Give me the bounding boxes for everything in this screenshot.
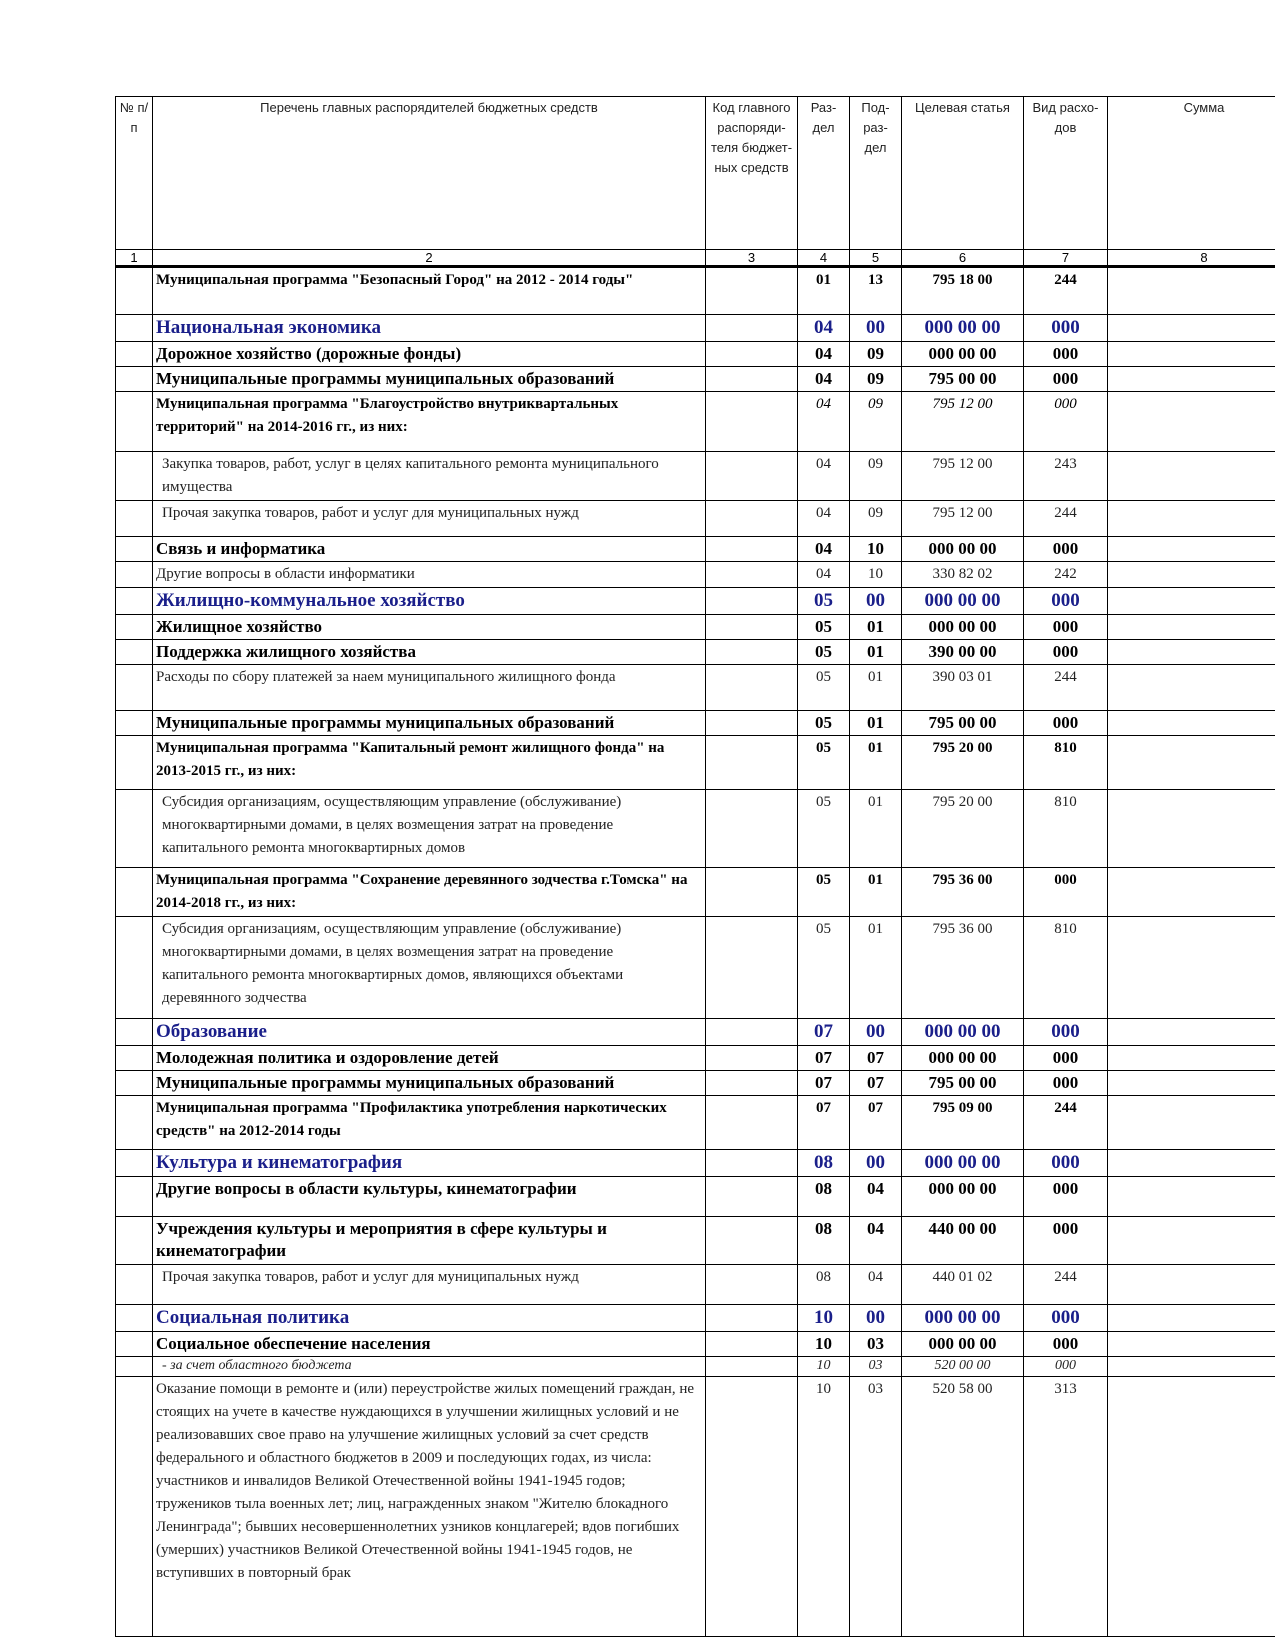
table-row	[116, 736, 1275, 790]
row-section-cell: 05	[798, 790, 850, 868]
row-target-cell: 440 00 00	[902, 1217, 1024, 1265]
row-sum-cell	[1108, 917, 1275, 1019]
row-target-cell: 795 18 00	[902, 267, 1024, 315]
row-expense-cell: 244	[1024, 1265, 1108, 1305]
table-row	[116, 1265, 1275, 1305]
table-row	[116, 452, 1275, 501]
row-code-cell	[706, 342, 798, 367]
table-row	[116, 1177, 1275, 1217]
row-sum-cell	[1108, 1046, 1275, 1071]
table-row	[116, 1096, 1275, 1150]
row-target-cell: 795 20 00	[902, 736, 1024, 790]
table-row	[116, 1357, 1275, 1377]
row-sum-cell	[1108, 640, 1275, 665]
row-subsection-cell: 09	[850, 392, 902, 452]
table-row	[116, 711, 1275, 736]
row-subsection-cell: 07	[850, 1046, 902, 1071]
row-code-cell	[706, 1217, 798, 1265]
table-row	[116, 790, 1275, 868]
row-name-cell: Национальная экономика	[153, 315, 706, 342]
table-row	[116, 1305, 1275, 1332]
row-name-cell: Жилищное хозяйство	[153, 615, 706, 640]
row-section-cell: 01	[798, 267, 850, 315]
row-expense-cell: 244	[1024, 1096, 1108, 1150]
row-name-cell: Муниципальные программы муниципальных образований	[153, 1071, 706, 1096]
row-target-cell: 795 00 00	[902, 711, 1024, 736]
row-name-cell: Муниципальная программа "Сохранение деревянного зодчества г.Томска" на 2014-2018 гг., из них:	[153, 868, 706, 917]
row-number-cell	[116, 562, 153, 588]
row-sum-cell	[1108, 392, 1275, 452]
row-target-cell: 000 00 00	[902, 1305, 1024, 1332]
row-number-cell	[116, 588, 153, 615]
row-name-cell: Поддержка жилищного хозяйства	[153, 640, 706, 665]
table-row	[116, 588, 1275, 615]
row-name-cell: Муниципальная программа "Безопасный Город" на 2012 - 2014 годы"	[153, 267, 706, 315]
row-target-cell: 795 00 00	[902, 1071, 1024, 1096]
row-expense-cell: 000	[1024, 1332, 1108, 1357]
row-expense-cell: 313	[1024, 1377, 1108, 1637]
row-sum-cell	[1108, 367, 1275, 392]
table-row	[116, 342, 1275, 367]
row-number-cell	[116, 1305, 153, 1332]
row-target-cell: 795 09 00	[902, 1096, 1024, 1150]
row-number-cell	[116, 267, 153, 315]
row-section-cell: 10	[798, 1357, 850, 1377]
row-target-cell: 795 20 00	[902, 790, 1024, 868]
row-section-cell: 04	[798, 452, 850, 501]
row-sum-cell	[1108, 1071, 1275, 1096]
row-number-cell	[116, 1071, 153, 1096]
row-expense-cell: 000	[1024, 1217, 1108, 1265]
row-name-cell: - за счет областного бюджета	[153, 1357, 706, 1377]
row-code-cell	[706, 1177, 798, 1217]
row-section-cell: 10	[798, 1377, 850, 1637]
table-body	[116, 267, 1275, 1637]
row-sum-cell	[1108, 1150, 1275, 1177]
table-row	[116, 367, 1275, 392]
row-target-cell: 000 00 00	[902, 315, 1024, 342]
row-expense-cell: 000	[1024, 1071, 1108, 1096]
row-section-cell: 05	[798, 665, 850, 711]
row-target-cell: 000 00 00	[902, 342, 1024, 367]
row-number-cell	[116, 868, 153, 917]
row-code-cell	[706, 1150, 798, 1177]
table-row	[116, 562, 1275, 588]
row-number-cell	[116, 640, 153, 665]
row-section-cell: 08	[798, 1150, 850, 1177]
row-subsection-cell: 04	[850, 1177, 902, 1217]
row-subsection-cell: 01	[850, 736, 902, 790]
row-subsection-cell: 09	[850, 501, 902, 537]
column-number: 6	[902, 250, 1024, 267]
row-subsection-cell: 03	[850, 1332, 902, 1357]
row-subsection-cell: 03	[850, 1377, 902, 1637]
row-sum-cell	[1108, 342, 1275, 367]
header-col-num: № п/п	[116, 97, 153, 250]
row-target-cell: 000 00 00	[902, 1046, 1024, 1071]
row-target-cell: 000 00 00	[902, 1150, 1024, 1177]
row-expense-cell: 000	[1024, 1305, 1108, 1332]
row-section-cell: 07	[798, 1071, 850, 1096]
row-sum-cell	[1108, 1357, 1275, 1377]
table-row	[116, 1019, 1275, 1046]
row-number-cell	[116, 736, 153, 790]
row-name-cell: Дорожное хозяйство (дорожные фонды)	[153, 342, 706, 367]
row-sum-cell	[1108, 537, 1275, 562]
row-subsection-cell: 04	[850, 1217, 902, 1265]
row-expense-cell: 244	[1024, 665, 1108, 711]
row-section-cell: 05	[798, 711, 850, 736]
row-target-cell: 000 00 00	[902, 1177, 1024, 1217]
row-section-cell: 10	[798, 1332, 850, 1357]
row-number-cell	[116, 1265, 153, 1305]
column-number: 8	[1108, 250, 1275, 267]
row-subsection-cell: 00	[850, 588, 902, 615]
row-target-cell: 795 12 00	[902, 392, 1024, 452]
row-sum-cell	[1108, 562, 1275, 588]
header-col-expense: Вид расхо-дов	[1024, 97, 1108, 250]
row-code-cell	[706, 562, 798, 588]
table-row	[116, 1150, 1275, 1177]
row-code-cell	[706, 1019, 798, 1046]
row-name-cell: Культура и кинематография	[153, 1150, 706, 1177]
row-code-cell	[706, 1265, 798, 1305]
row-target-cell: 000 00 00	[902, 537, 1024, 562]
row-sum-cell	[1108, 1265, 1275, 1305]
row-name-cell: Расходы по сбору платежей за наем муниципального жилищного фонда	[153, 665, 706, 711]
row-code-cell	[706, 452, 798, 501]
row-code-cell	[706, 1357, 798, 1377]
row-section-cell: 04	[798, 501, 850, 537]
row-code-cell	[706, 588, 798, 615]
table-header-row	[116, 97, 1275, 250]
row-number-cell	[116, 917, 153, 1019]
row-expense-cell: 000	[1024, 367, 1108, 392]
row-number-cell	[116, 711, 153, 736]
row-number-cell	[116, 1019, 153, 1046]
row-section-cell: 05	[798, 615, 850, 640]
row-sum-cell	[1108, 790, 1275, 868]
row-target-cell: 000 00 00	[902, 1332, 1024, 1357]
row-name-cell: Связь и информатика	[153, 537, 706, 562]
row-name-cell: Муниципальная программа "Благоустройство внутриквартальных территорий" на 2014-2016 гг., из них:	[153, 392, 706, 452]
column-number-row	[116, 250, 1275, 267]
row-section-cell: 05	[798, 640, 850, 665]
row-sum-cell	[1108, 736, 1275, 790]
row-target-cell: 795 36 00	[902, 917, 1024, 1019]
table-row	[116, 267, 1275, 315]
row-code-cell	[706, 367, 798, 392]
row-subsection-cell: 00	[850, 315, 902, 342]
row-number-cell	[116, 392, 153, 452]
row-subsection-cell: 01	[850, 665, 902, 711]
row-expense-cell: 000	[1024, 537, 1108, 562]
row-target-cell: 795 12 00	[902, 501, 1024, 537]
row-section-cell: 05	[798, 868, 850, 917]
row-section-cell: 08	[798, 1177, 850, 1217]
row-name-cell: Оказание помощи в ремонте и (или) переустройстве жилых помещений граждан, не стоящих на учете в качестве нуждающихся в улучшении жилищных условий и не реализовавших свое право на улучшение жилищных условий за счет средств федерального и областного бюджетов в 2009 и последующих годах, из числа: участников и инвалидов Великой Отечественной войны 1941-1945 годов; тружеников тыла военных лет; лиц, награжденных знаком "Жителю блокадного Ленинграда"; бывших несовершеннолетних узников концлагерей; вдов погибших (умерших) участников Великой Отечественной войны 1941-1945 годов, не вступивших в повторный брак	[153, 1377, 706, 1637]
row-expense-cell: 000	[1024, 588, 1108, 615]
row-number-cell	[116, 615, 153, 640]
row-name-cell: Прочая закупка товаров, работ и услуг для муниципальных нужд	[153, 1265, 706, 1305]
row-expense-cell: 244	[1024, 267, 1108, 315]
row-name-cell: Муниципальная программа "Профилактика употребления наркотических средств" на 2012-2014 годы	[153, 1096, 706, 1150]
row-subsection-cell: 07	[850, 1071, 902, 1096]
table-row	[116, 537, 1275, 562]
table-row	[116, 665, 1275, 711]
row-subsection-cell: 10	[850, 537, 902, 562]
row-name-cell: Образование	[153, 1019, 706, 1046]
row-target-cell: 795 00 00	[902, 367, 1024, 392]
row-section-cell: 10	[798, 1305, 850, 1332]
row-section-cell: 05	[798, 588, 850, 615]
row-number-cell	[116, 452, 153, 501]
table-row	[116, 501, 1275, 537]
row-expense-cell: 810	[1024, 917, 1108, 1019]
row-subsection-cell: 01	[850, 640, 902, 665]
column-number: 3	[706, 250, 798, 267]
row-code-cell	[706, 1332, 798, 1357]
row-code-cell	[706, 1096, 798, 1150]
row-subsection-cell: 09	[850, 342, 902, 367]
row-expense-cell: 000	[1024, 711, 1108, 736]
row-name-cell: Субсидия организациям, осуществляющим управление (обслуживание) многоквартирными домами, в целях возмещения затрат на проведение капитального ремонта многоквартирных домов	[153, 790, 706, 868]
row-name-cell: Закупка товаров, работ, услуг в целях капитального ремонта муниципального имущества	[153, 452, 706, 501]
row-sum-cell	[1108, 588, 1275, 615]
row-target-cell: 795 12 00	[902, 452, 1024, 501]
row-sum-cell	[1108, 1177, 1275, 1217]
header-col-code: Код главного распоряди-теля бюджет-ных средств	[706, 97, 798, 250]
row-target-cell: 795 36 00	[902, 868, 1024, 917]
row-code-cell	[706, 1046, 798, 1071]
row-name-cell: Другие вопросы в области культуры, кинематографии	[153, 1177, 706, 1217]
row-sum-cell	[1108, 501, 1275, 537]
row-sum-cell	[1108, 868, 1275, 917]
row-code-cell	[706, 711, 798, 736]
row-expense-cell: 000	[1024, 315, 1108, 342]
table-row	[116, 315, 1275, 342]
row-expense-cell: 244	[1024, 501, 1108, 537]
table-row	[116, 1217, 1275, 1265]
row-section-cell: 05	[798, 736, 850, 790]
row-number-cell	[116, 501, 153, 537]
row-expense-cell: 000	[1024, 868, 1108, 917]
row-sum-cell	[1108, 1332, 1275, 1357]
row-section-cell: 08	[798, 1265, 850, 1305]
row-name-cell: Другие вопросы в области информатики	[153, 562, 706, 588]
row-sum-cell	[1108, 1305, 1275, 1332]
table-row	[116, 1071, 1275, 1096]
row-sum-cell	[1108, 315, 1275, 342]
row-expense-cell: 000	[1024, 1019, 1108, 1046]
row-name-cell: Муниципальные программы муниципальных образований	[153, 711, 706, 736]
row-section-cell: 04	[798, 342, 850, 367]
header-col-name: Перечень главных распорядителей бюджетных средств	[153, 97, 706, 250]
row-number-cell	[116, 790, 153, 868]
row-code-cell	[706, 501, 798, 537]
table-row	[116, 1332, 1275, 1357]
row-number-cell	[116, 1046, 153, 1071]
row-number-cell	[116, 537, 153, 562]
row-code-cell	[706, 1305, 798, 1332]
row-section-cell: 04	[798, 392, 850, 452]
row-subsection-cell: 10	[850, 562, 902, 588]
header-col-target: Целевая статья	[902, 97, 1024, 250]
header-col-subsection: Под-раз-дел	[850, 97, 902, 250]
row-section-cell: 05	[798, 917, 850, 1019]
row-number-cell	[116, 367, 153, 392]
row-expense-cell: 000	[1024, 615, 1108, 640]
row-number-cell	[116, 1150, 153, 1177]
row-subsection-cell: 13	[850, 267, 902, 315]
row-code-cell	[706, 315, 798, 342]
row-target-cell: 440 01 02	[902, 1265, 1024, 1305]
row-code-cell	[706, 917, 798, 1019]
row-target-cell: 390 03 01	[902, 665, 1024, 711]
row-subsection-cell: 01	[850, 790, 902, 868]
row-code-cell	[706, 790, 798, 868]
table-row	[116, 392, 1275, 452]
column-number: 7	[1024, 250, 1108, 267]
row-name-cell: Субсидия организациям, осуществляющим управление (обслуживание) многоквартирными домами, в целях возмещения затрат на проведение капитального ремонта многоквартирных домов, являющихся объектами деревянного зодчества	[153, 917, 706, 1019]
row-sum-cell	[1108, 615, 1275, 640]
row-number-cell	[116, 1357, 153, 1377]
column-number: 4	[798, 250, 850, 267]
row-expense-cell: 810	[1024, 790, 1108, 868]
row-subsection-cell: 04	[850, 1265, 902, 1305]
row-code-cell	[706, 1071, 798, 1096]
row-section-cell: 07	[798, 1019, 850, 1046]
row-expense-cell: 242	[1024, 562, 1108, 588]
row-name-cell: Социальное обеспечение населения	[153, 1332, 706, 1357]
row-name-cell: Муниципальные программы муниципальных образований	[153, 367, 706, 392]
row-name-cell: Муниципальная программа "Капитальный ремонт жилищного фонда" на 2013-2015 гг., из них:	[153, 736, 706, 790]
row-number-cell	[116, 315, 153, 342]
row-subsection-cell: 01	[850, 868, 902, 917]
row-expense-cell: 000	[1024, 1150, 1108, 1177]
column-number: 1	[116, 250, 153, 267]
row-target-cell: 000 00 00	[902, 615, 1024, 640]
row-expense-cell: 000	[1024, 1046, 1108, 1071]
row-sum-cell	[1108, 665, 1275, 711]
row-code-cell	[706, 736, 798, 790]
row-code-cell	[706, 868, 798, 917]
row-sum-cell	[1108, 267, 1275, 315]
row-sum-cell	[1108, 1377, 1275, 1637]
row-name-cell: Молодежная политика и оздоровление детей	[153, 1046, 706, 1071]
row-code-cell	[706, 1377, 798, 1637]
row-expense-cell: 000	[1024, 342, 1108, 367]
row-target-cell: 390 00 00	[902, 640, 1024, 665]
row-code-cell	[706, 640, 798, 665]
table-row	[116, 1046, 1275, 1071]
row-sum-cell	[1108, 1217, 1275, 1265]
row-number-cell	[116, 1332, 153, 1357]
row-number-cell	[116, 1177, 153, 1217]
row-section-cell: 07	[798, 1046, 850, 1071]
row-code-cell	[706, 665, 798, 711]
row-expense-cell: 000	[1024, 640, 1108, 665]
column-number: 2	[153, 250, 706, 267]
row-subsection-cell: 01	[850, 615, 902, 640]
header-col-section: Раз-дел	[798, 97, 850, 250]
row-expense-cell: 000	[1024, 1357, 1108, 1377]
row-subsection-cell: 09	[850, 367, 902, 392]
table-row	[116, 640, 1275, 665]
budget-table-page	[115, 96, 1275, 1650]
row-subsection-cell: 09	[850, 452, 902, 501]
row-subsection-cell: 03	[850, 1357, 902, 1377]
row-section-cell: 04	[798, 315, 850, 342]
table-row	[116, 1377, 1275, 1637]
row-expense-cell: 243	[1024, 452, 1108, 501]
row-target-cell: 000 00 00	[902, 588, 1024, 615]
row-subsection-cell: 01	[850, 711, 902, 736]
row-expense-cell: 000	[1024, 1177, 1108, 1217]
row-subsection-cell: 00	[850, 1305, 902, 1332]
row-number-cell	[116, 1096, 153, 1150]
row-code-cell	[706, 537, 798, 562]
row-number-cell	[116, 1217, 153, 1265]
row-expense-cell: 810	[1024, 736, 1108, 790]
row-number-cell	[116, 342, 153, 367]
row-code-cell	[706, 267, 798, 315]
row-name-cell: Социальная политика	[153, 1305, 706, 1332]
row-subsection-cell: 01	[850, 917, 902, 1019]
row-sum-cell	[1108, 1096, 1275, 1150]
row-section-cell: 07	[798, 1096, 850, 1150]
row-sum-cell	[1108, 1019, 1275, 1046]
row-number-cell	[116, 665, 153, 711]
row-target-cell: 000 00 00	[902, 1019, 1024, 1046]
row-section-cell: 04	[798, 367, 850, 392]
row-subsection-cell: 07	[850, 1096, 902, 1150]
row-section-cell: 04	[798, 537, 850, 562]
header-col-sum: Сумма	[1108, 97, 1275, 250]
table-row	[116, 868, 1275, 917]
row-subsection-cell: 00	[850, 1019, 902, 1046]
row-section-cell: 04	[798, 562, 850, 588]
row-target-cell: 520 00 00	[902, 1357, 1024, 1377]
row-name-cell: Прочая закупка товаров, работ и услуг для муниципальных нужд	[153, 501, 706, 537]
row-target-cell: 520 58 00	[902, 1377, 1024, 1637]
row-subsection-cell: 00	[850, 1150, 902, 1177]
table-row	[116, 917, 1275, 1019]
row-number-cell	[116, 1377, 153, 1637]
row-sum-cell	[1108, 452, 1275, 501]
row-code-cell	[706, 392, 798, 452]
row-target-cell: 330 82 02	[902, 562, 1024, 588]
budget-table	[115, 96, 1275, 1637]
row-expense-cell: 000	[1024, 392, 1108, 452]
column-number: 5	[850, 250, 902, 267]
table-row	[116, 615, 1275, 640]
row-name-cell: Жилищно-коммунальное хозяйство	[153, 588, 706, 615]
row-section-cell: 08	[798, 1217, 850, 1265]
row-code-cell	[706, 615, 798, 640]
row-name-cell: Учреждения культуры и мероприятия в сфере культуры и кинематографии	[153, 1217, 706, 1265]
row-sum-cell	[1108, 711, 1275, 736]
